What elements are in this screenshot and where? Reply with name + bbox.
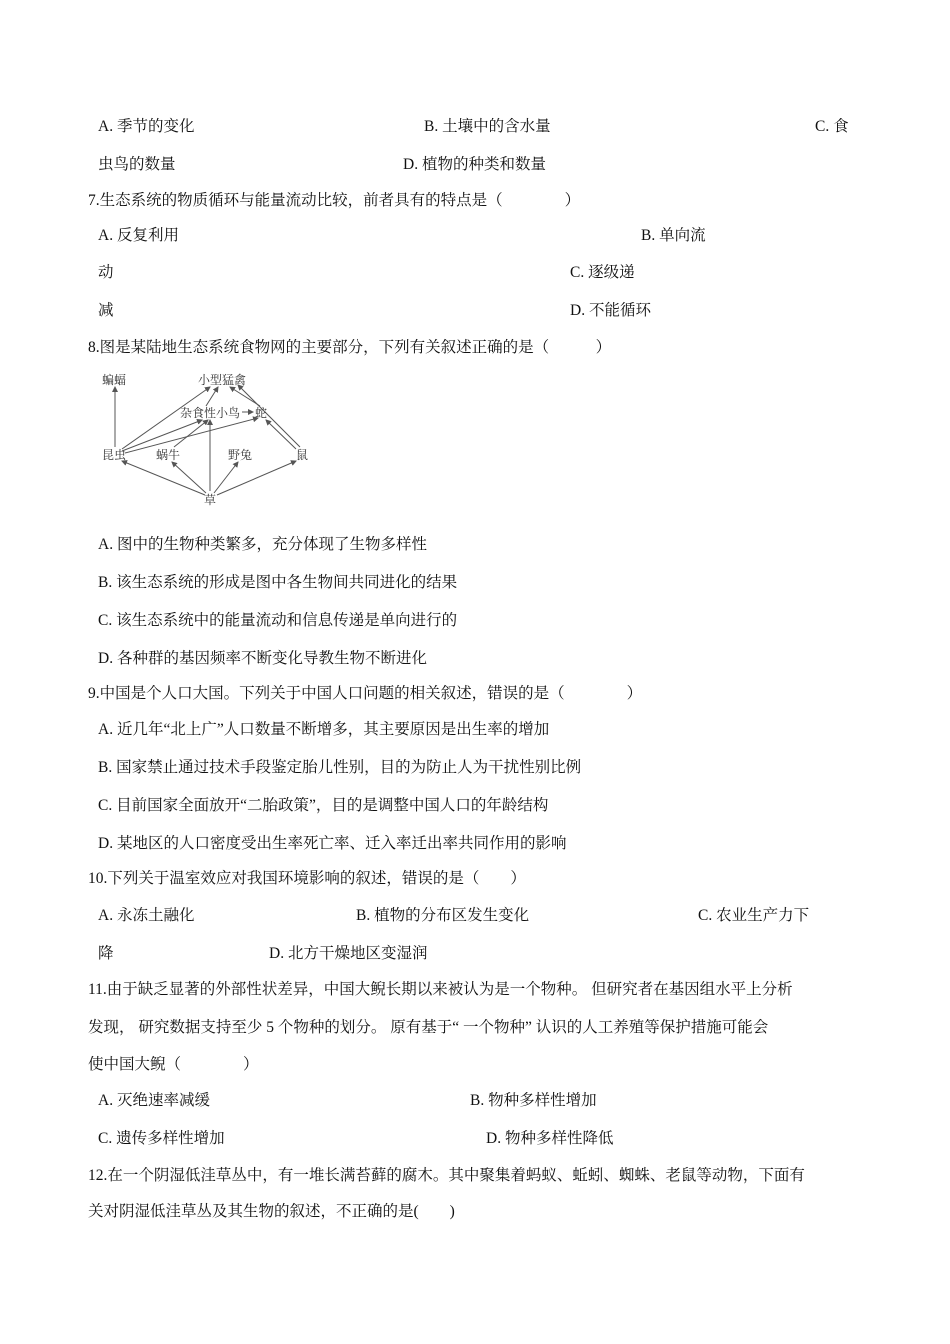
text-line: D. 物种多样性降低: [486, 1130, 614, 1147]
food-web-diagram: [90, 365, 320, 510]
text-line: A. 季节的变化: [98, 118, 195, 135]
text-line: A. 图中的生物种类繁多，充分体现了生物多样性: [98, 536, 427, 553]
text-line: C. 农业生产力下: [698, 907, 810, 924]
text-line: D. 植物的种类和数量: [403, 156, 546, 173]
text-line: D. 各种群的基因频率不断变化导教生物不断进化: [98, 650, 427, 667]
text-line: D. 北方干燥地区变湿润: [269, 945, 428, 962]
text-line: 动: [98, 264, 114, 281]
text-line: C. 逐级递: [570, 264, 635, 281]
text-line: C. 目前国家全面放开“二胎政策”，目的是调整中国人口的年龄结构: [98, 797, 549, 814]
text-line: 关对阴湿低洼草丛及其生物的叙述，不正确的是( ): [88, 1203, 455, 1220]
node-bat: 蝙蝠: [102, 373, 127, 387]
text-line: 使中国大鲵（ ）: [88, 1056, 259, 1073]
text-line: 虫鸟的数量: [98, 156, 176, 173]
node-raptor: 小型猛禽: [198, 373, 247, 387]
text-line: 10.下列关于温室效应对我国环境影响的叙述，错误的是（ ）: [88, 870, 526, 887]
node-insect: 昆虫: [102, 448, 127, 462]
text-line: 8.图是某陆地生态系统食物网的主要部分，下列有关叙述正确的是（ ）: [88, 339, 612, 356]
text-line: A. 近几年“北上广”人口数量不断增多，其主要原因是出生率的增加: [98, 721, 550, 738]
text-line: B. 物种多样性增加: [470, 1092, 597, 1109]
text-line: 发现， 研究数据支持至少 5 个物种的划分。 原有基于“ 一个物种” 认识的人工养殖等保护措施可能会: [88, 1019, 769, 1036]
text-line: B. 土壤中的含水量: [424, 118, 551, 135]
text-line: 7.生态系统的物质循环与能量流动比较，前者具有的特点是（ ）: [88, 192, 581, 209]
text-line: 11.由于缺乏显著的外部性状差异，中国大鲵长期以来被认为是一个物种。 但研究者在基因组水平上分析: [88, 981, 793, 998]
text-line: B. 单向流: [641, 227, 706, 244]
text-line: 9.中国是个人口大国。下列关于中国人口问题的相关叙述，错误的是（ ）: [88, 685, 643, 702]
node-grass: 草: [204, 493, 217, 507]
text-line: A. 反复利用: [98, 227, 179, 244]
text-line: D. 某地区的人口密度受出生率死亡率、迁入率迁出率共同作用的影响: [98, 835, 567, 852]
text-line: 降: [98, 945, 114, 962]
node-snail: 蜗牛: [156, 448, 181, 462]
text-line: B. 该生态系统的形成是图中各生物间共同进化的结果: [98, 574, 458, 591]
node-snake: 蛇: [255, 406, 268, 420]
text-line: A. 永冻土融化: [98, 907, 195, 924]
text-line: D. 不能循环: [570, 302, 651, 319]
text-line: B. 国家禁止通过技术手段鉴定胎儿性别，目的为防止人为干扰性别比例: [98, 759, 582, 776]
text-line: 减: [98, 302, 114, 319]
text-line: C. 食: [815, 118, 849, 135]
node-hare: 野兔: [228, 448, 253, 462]
text-line: B. 植物的分布区发生变化: [356, 907, 530, 924]
node-bird: 杂食性小鸟: [180, 406, 241, 420]
text-line: C. 该生态系统中的能量流动和信息传递是单向进行的: [98, 612, 458, 629]
text-line: C. 遗传多样性增加: [98, 1130, 225, 1147]
node-mouse: 鼠: [296, 448, 309, 462]
text-line: A. 灭绝速率减缓: [98, 1092, 210, 1109]
text-line: 12.在一个阴湿低洼草丛中，有一堆长满苔藓的腐木。其中聚集着蚂蚁、蚯蚓、蜘蛛、老鼠等动物，下面有: [88, 1167, 805, 1184]
